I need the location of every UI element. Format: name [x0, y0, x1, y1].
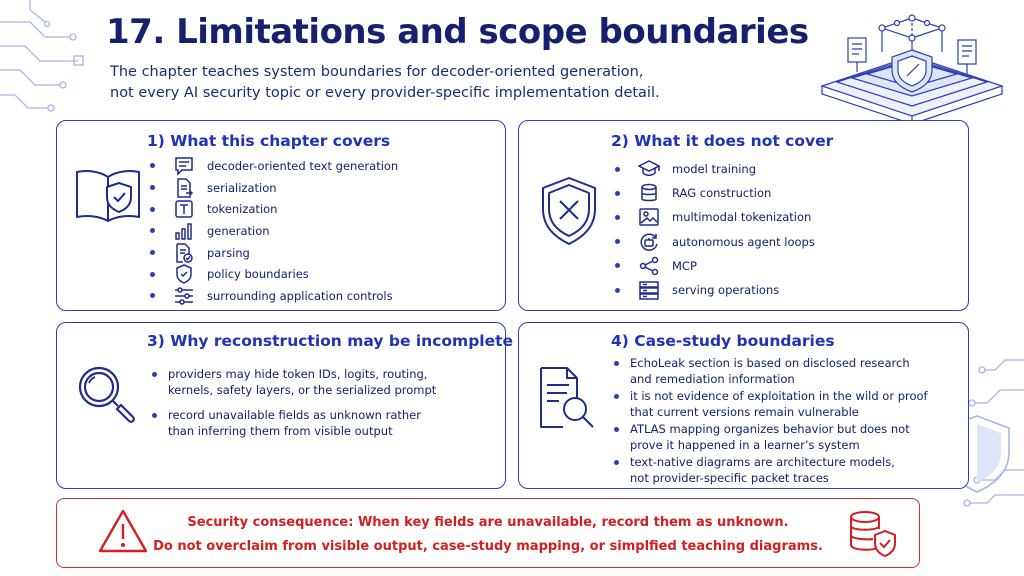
subtitle-line-1: The chapter teaches system boundaries for decoder-oriented generation,: [110, 64, 644, 80]
document-search-icon: [537, 365, 597, 431]
panel-title-case: 4) Case-study boundaries: [611, 332, 835, 350]
list-item: providers may hide token IDs, logits, routing, kernels, safety layers, or the serialized prompt: [152, 367, 436, 398]
item-label: MCP: [672, 258, 697, 273]
item-label: serving operations: [672, 283, 780, 298]
panel-title-not-covers: 2) What it does not cover: [611, 132, 834, 150]
item-label: model training: [672, 162, 757, 177]
bullet-dot: [615, 288, 620, 293]
panel-reconstruction-incomplete: [56, 322, 514, 489]
bullet-dot: [150, 228, 155, 233]
panel-case-study-boundaries: [518, 322, 969, 489]
list-item: [150, 285, 398, 307]
item-label: multimodal tokenization: [672, 210, 812, 225]
panel-chapter-covers: [56, 120, 506, 311]
list-item: text-native diagrams are architecture models, not provider-specific packet traces: [614, 455, 928, 486]
panel-title-why: 3) Why reconstruction may be incomplete: [147, 332, 514, 350]
open-book-shield-icon: [73, 165, 143, 225]
list-item: [150, 242, 398, 264]
sliders-icon: [173, 286, 195, 306]
graduation-cap-icon: [638, 159, 660, 179]
list-item: [150, 155, 398, 177]
list-item: [150, 198, 398, 220]
bullet-dot: [150, 185, 155, 190]
robot-loop-icon: [638, 232, 660, 252]
page-title: 17. Limitations and scope boundaries: [106, 12, 809, 52]
shield-x-icon: [539, 175, 599, 247]
list-item: [150, 177, 398, 199]
item-label: parsing: [207, 245, 250, 260]
list-item: ATLAS mapping organizes behavior but does not prove it happened in a learner’s system: [614, 422, 928, 453]
panel-does-not-cover: [518, 120, 969, 311]
item-label: autonomous agent loops: [672, 234, 815, 249]
item-label: surrounding application controls: [207, 288, 393, 303]
not-covers-list: [615, 157, 815, 302]
case-bullets: [614, 356, 928, 486]
list-item: it is not evidence of exploitation in the wild or proof that current versions remain vulnerable: [614, 389, 928, 420]
server-icon: [638, 280, 660, 300]
share-nodes-icon: [638, 256, 660, 276]
magnifier-icon: [75, 363, 137, 425]
item-label: decoder-oriented text generation: [207, 158, 399, 173]
bullet-dot: [615, 215, 620, 220]
text-t-icon: [173, 199, 195, 219]
security-consequence-box: [56, 498, 920, 568]
list-item: [150, 220, 398, 242]
bullet-dot: [615, 191, 620, 196]
bullet-dot: [615, 263, 620, 268]
list-item: [615, 254, 815, 278]
bullet-dot: [150, 272, 155, 277]
shield-check-icon: [173, 264, 195, 284]
bullet-dot: [150, 163, 155, 168]
security-platform-illustration: [812, 8, 1012, 126]
list-item: [615, 205, 815, 229]
consequence-line-2: Do not overclaim from visible output, case-study mapping, or simplfied teaching diagrams.: [153, 539, 823, 554]
item-label: serialization: [207, 180, 277, 195]
item-label: policy boundaries: [207, 267, 309, 282]
chat-lines-icon: [173, 156, 195, 176]
item-label: generation: [207, 223, 270, 238]
bullet-dot: [615, 167, 620, 172]
bullet-dot: [615, 239, 620, 244]
list-item: [615, 157, 815, 181]
circuit-decoration-left: [0, 0, 110, 130]
list-item: [615, 278, 815, 302]
list-item: [615, 230, 815, 254]
bullet-dot: [150, 293, 155, 298]
list-item: [615, 181, 815, 205]
list-item: [150, 263, 398, 285]
subtitle-line-2: not every AI security topic or every provider-specific implementation detail.: [110, 85, 660, 101]
list-item: record unavailable fields as unknown rather than inferring them from visible output: [152, 408, 436, 439]
bar-chart-icon: [173, 221, 195, 241]
list-item: EchoLeak section is based on disclosed research and remediation information: [614, 356, 928, 387]
item-label: tokenization: [207, 202, 278, 217]
panel-title-covers: 1) What this chapter covers: [147, 132, 391, 150]
bullet-dot: [150, 207, 155, 212]
document-arrow-icon: [173, 178, 195, 198]
bullet-dot: [150, 250, 155, 255]
covers-list: [150, 155, 398, 307]
image-icon: [638, 207, 660, 227]
database-shield-icon: [847, 509, 897, 559]
database-icon: [638, 183, 660, 203]
why-bullets: [152, 367, 436, 439]
consequence-line-1: Security consequence: When key fields are unavailable, record them as unknown.: [187, 515, 789, 530]
document-check-icon: [173, 243, 195, 263]
item-label: RAG construction: [672, 186, 772, 201]
